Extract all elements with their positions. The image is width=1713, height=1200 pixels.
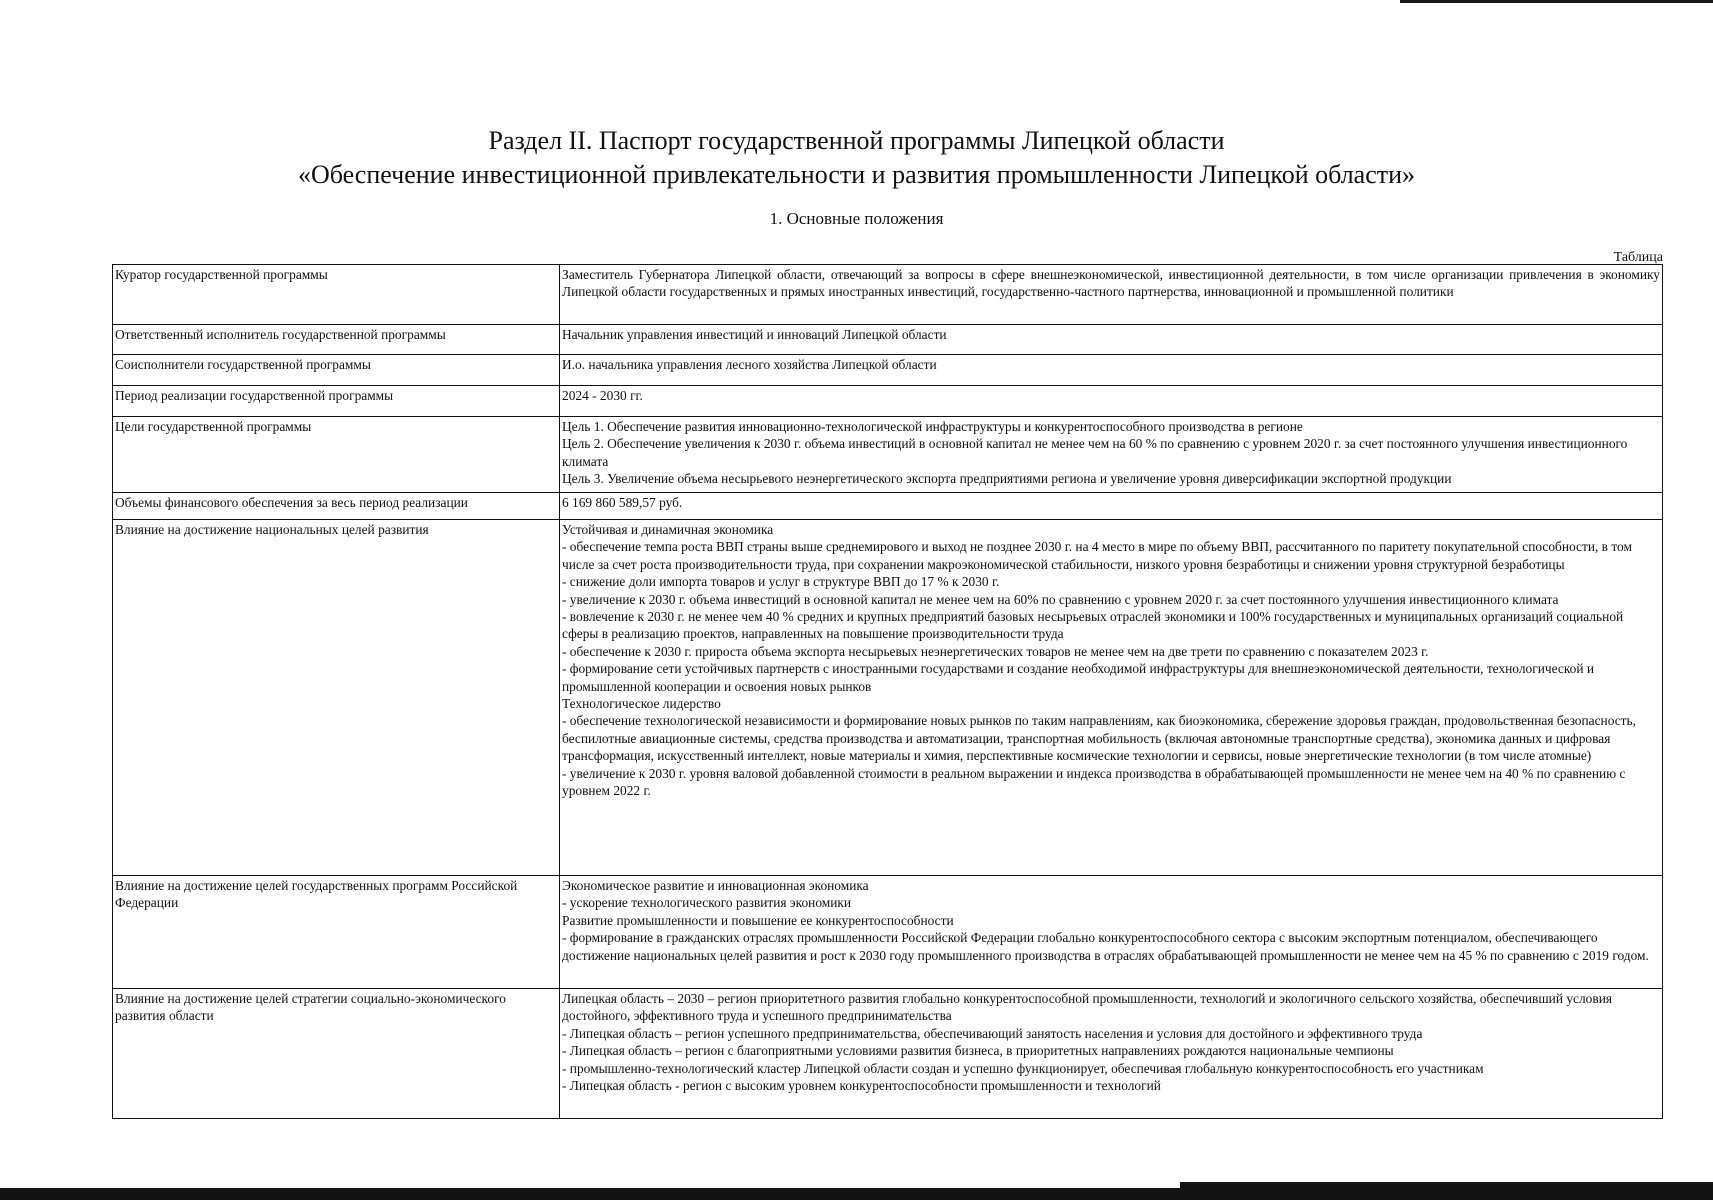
- value-line: - Липецкая область - регион с высоким уровнем конкурентоспособности промышленности и технологий: [562, 1078, 1161, 1094]
- scan-edge-bottom: [0, 1188, 1713, 1200]
- row-label: Объемы финансового обеспечения за весь период реализации: [113, 493, 560, 520]
- table-row: [113, 417, 1663, 493]
- table-row: [113, 386, 1663, 417]
- row-value: [560, 876, 1663, 989]
- passport-table: [112, 264, 1663, 1119]
- value-line: И.о. начальника управления лесного хозяйства Липецкой области: [562, 357, 937, 372]
- value-line: Липецкая область – 2030 – регион приоритетного развития глобально конкурентоспособной промышленности, технологий и экологичного сельского хозяйства, обеспечивший условия достойного, эффективного труда и успешного предпринимательства: [562, 991, 1613, 1024]
- row-value: [560, 493, 1663, 520]
- value-line: Экономическое развитие и инновационная экономика: [562, 878, 869, 893]
- scan-edge-top: [1400, 0, 1713, 3]
- value-line: - обеспечение к 2030 г. прироста объема экспорта несырьевых неэнергетических товаров не менее чем на две трети по сравнению с показателем 2023 г.: [562, 643, 1429, 659]
- value-line: Развитие промышленности и повышение ее конкурентоспособности: [562, 912, 954, 928]
- value-line: - вовлечение к 2030 г. не менее чем 40 % средних и крупных предприятий базовых несырьевых отраслей экономики и 100% государственных и муниципальных организаций социальной сферы в реализацию проектов, направленных на повышение производительности труда: [562, 609, 1624, 642]
- row-label: Ответственный исполнитель государственной программы: [113, 325, 560, 355]
- value-line: - Липецкая область – регион с благоприятными условиями развития бизнеса, в приоритетных направлениях рождаются национальные чемпионы: [562, 1043, 1394, 1059]
- value-line: - снижение доли импорта товаров и услуг в структуре ВВП до 17 % к 2030 г.: [562, 574, 1000, 590]
- row-label: Куратор государственной программы: [113, 265, 560, 325]
- row-value: [560, 355, 1663, 386]
- value-line: Цель 3. Увеличение объема несырьевого неэнергетического экспорта предприятиями региона и увеличение уровня диверсификации экспортной продукции: [562, 471, 1452, 487]
- value-line: Цель 2. Обеспечение увеличения к 2030 г. объема инвестиций в основной капитал не менее чем на 60 % по сравнению с уровнем 2020 г. за счет постоянного улучшения инвестиционного климата: [562, 436, 1628, 469]
- value-line: - обеспечение темпа роста ВВП страны выше среднемирового и выход не позднее 2030 г. на 4 место в мире по объему ВВП, рассчитанного по паритету покупательной способности, в том числе за счет роста производительности труда, при сохранении макроэкономической стабильности, низкого уровня безработицы и снижении уровня структурной безработицы: [562, 539, 1632, 572]
- value-line: Начальник управления инвестиций и инноваций Липецкой области: [562, 327, 947, 342]
- row-label: Соисполнители государственной программы: [113, 355, 560, 386]
- table-row: [113, 325, 1663, 355]
- table-row: [113, 355, 1663, 386]
- value-line: - формирование сети устойчивых партнерств с иностранными государствами и создание необходимой инфраструктуры для внешнеэкономической деятельности, технологической и промышленной кооперации и освоения новых рынков: [562, 661, 1595, 694]
- table-row: [113, 520, 1663, 876]
- value-line: - обеспечение технологической независимости и формирование новых рынков по таким направлениям, как биоэкономика, сбережение здоровья граждан, продовольственная безопасность, беспилотные авиационные системы, средства производства и автоматизации, транспортная мобильность (включая автономные транспортные средства), экономика данных и цифровая трансформация, искусственный интеллект, новые материалы и химия, перспективные космические технологии и сервисы, новые энергетические технологии (в том числе атомные): [562, 713, 1636, 764]
- value-line: - промышленно-технологический кластер Липецкой области создан и успешно функционирует, обеспечивая глобальную конкурентоспособность его участникам: [562, 1060, 1484, 1076]
- row-label: Влияние на достижение национальных целей развития: [113, 520, 560, 876]
- row-label: Влияние на достижение целей государственных программ Российской Федерации: [113, 876, 560, 989]
- title-line-2: «Обеспечение инвестиционной привлекательности и развития промышленности Липецкой области»: [297, 160, 1416, 189]
- row-value: [560, 386, 1663, 417]
- value-line: Цель 1. Обеспечение развития инновационно-технологической инфраструктуры и конкурентоспособного производства в регионе: [562, 419, 1303, 434]
- row-value: [560, 989, 1663, 1119]
- document-title: [0, 124, 1713, 192]
- row-label: Влияние на достижение целей стратегии социально-экономического развития области: [113, 989, 560, 1119]
- value-line: - формирование в гражданских отраслях промышленности Российской Федерации глобально конкурентоспособного сектора с высоким экспортным потенциалом, обеспечивающего достижение национальных целей развития и рост к 2030 году промышленного производства в отраслях обрабатывающей промышленности не менее чем на 45 % по сравнению с 2019 годом.: [562, 930, 1649, 963]
- table-label: Таблица: [1613, 250, 1663, 265]
- value-line: - увеличение к 2030 г. объема инвестиций в основной капитал не менее чем на 60% по сравнению с уровнем 2020 г. за счет постоянного улучшения инвестиционного климата: [562, 591, 1559, 607]
- row-label: Период реализации государственной программы: [113, 386, 560, 417]
- table-row: [113, 989, 1663, 1119]
- table-row: [113, 265, 1663, 325]
- value-line: - Липецкая область – регион успешного предпринимательства, обеспечивающий занятость населения и условия для достойного и эффективного труда: [562, 1025, 1423, 1041]
- row-label: Цели государственной программы: [113, 417, 560, 493]
- value-line: Технологическое лидерство: [562, 696, 721, 712]
- row-value: [560, 265, 1663, 325]
- table-row: [113, 493, 1663, 520]
- value-line: 2024 - 2030 гг.: [562, 388, 643, 403]
- value-line: - ускорение технологического развития экономики: [562, 895, 852, 911]
- title-line-1: Раздел II. Паспорт государственной программы Липецкой области: [488, 126, 1225, 155]
- row-value: [560, 325, 1663, 355]
- row-value: [560, 417, 1663, 493]
- value-line: Заместитель Губернатора Липецкой области, отвечающий за вопросы в сфере внешнеэкономической, инвестиционной деятельности, в том числе организации привлечения в экономику Липецкой области государственных и прямых иностранных инвестиций, государственно-частного партнерства, инновационной и промышленной политики: [562, 267, 1660, 300]
- value-line: 6 169 860 589,57 руб.: [562, 495, 683, 510]
- row-value: [560, 520, 1663, 876]
- table-row: [113, 876, 1663, 989]
- value-line: - увеличение к 2030 г. уровня валовой добавленной стоимости в реальном выражении и индекса производства в обрабатывающей промышленности не менее чем на 40 % по сравнению с уровнем 2022 г.: [562, 765, 1626, 799]
- section-heading: 1. Основные положения: [769, 209, 944, 228]
- value-line: Устойчивая и динамичная экономика: [562, 522, 774, 537]
